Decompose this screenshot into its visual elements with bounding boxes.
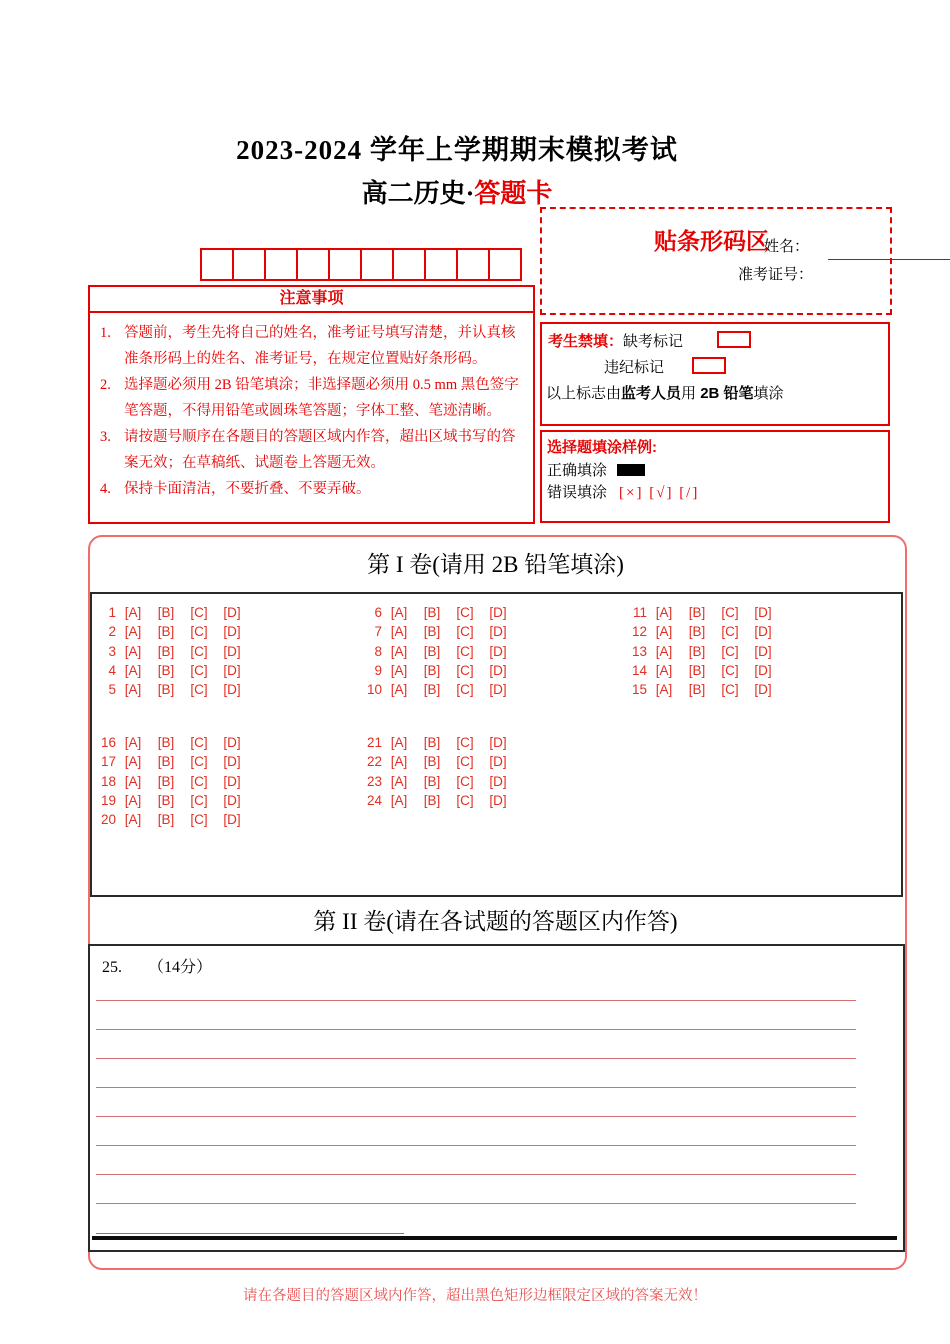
bubble-option-D[interactable]: [D] (223, 792, 241, 808)
question-number: 11 (632, 605, 647, 620)
bubble-option-C[interactable]: [C] (456, 605, 474, 620)
bubble-option-D[interactable]: [D] (754, 605, 772, 620)
bubble-option-A[interactable]: [A] (390, 754, 408, 770)
ticket-number-cell[interactable] (232, 248, 266, 281)
notice-item-number: 1. (100, 325, 111, 341)
answer-area-end-bar (92, 1236, 897, 1240)
bubble-option-C[interactable]: [C] (456, 773, 474, 789)
ticket-number-cell[interactable] (360, 248, 394, 281)
question-number: 9 (374, 662, 382, 678)
violation-mark-box[interactable] (692, 357, 726, 374)
bubble-option-A[interactable]: [A] (390, 773, 408, 789)
question-number: 14 (631, 662, 647, 678)
answer-row (364, 642, 519, 661)
question-number: 4 (108, 662, 116, 678)
bubble-option-B[interactable]: [B] (157, 754, 175, 770)
bubble-option-D[interactable]: [D] (223, 754, 241, 770)
bubble-option-C[interactable]: [C] (456, 624, 474, 640)
bubble-option-B[interactable]: [B] (423, 682, 441, 698)
question-number: 3 (108, 643, 116, 659)
answer-line[interactable] (96, 1000, 856, 1001)
barcode-area-label: 贴条形码区 (654, 228, 769, 254)
page-title: 2023-2024 学年上学期期末模拟考试 (236, 135, 678, 165)
notice-item-text: 请按题号顺序在各题目的答题区域内作答，超出区域书写的答案无效；在草稿纸、试题卷上答题无效。 (124, 429, 516, 471)
answer-row (98, 622, 253, 641)
bubble-option-D[interactable]: [D] (223, 682, 241, 698)
bubble-option-B[interactable]: [B] (157, 773, 175, 789)
bubble-option-C[interactable]: [C] (456, 792, 474, 808)
answer-line[interactable] (96, 1029, 856, 1030)
bubble-option-A[interactable]: [A] (390, 735, 408, 750)
bubble-option-A[interactable]: [A] (655, 643, 673, 659)
notice-item (100, 372, 525, 424)
bubble-option-C[interactable]: [C] (190, 662, 208, 678)
supervisor-note-part: 以上标志由 (546, 385, 622, 402)
absent-mark-box[interactable] (717, 331, 751, 348)
bubble-option-B[interactable]: [B] (423, 643, 441, 659)
bubble-option-D[interactable]: [D] (754, 643, 772, 659)
bubble-option-A[interactable]: [A] (655, 682, 673, 698)
part1-title: 第 I 卷(请用 2B 铅笔填涂) (367, 552, 624, 577)
answer-row (98, 603, 253, 622)
answer-line[interactable] (96, 1058, 856, 1059)
bubble-option-A[interactable]: [A] (655, 624, 673, 640)
question-number: 24 (366, 792, 382, 808)
answer-row (364, 603, 519, 622)
bubble-option-B[interactable]: [B] (688, 624, 706, 640)
bubble-option-C[interactable]: [C] (721, 605, 739, 620)
answer-row (364, 791, 519, 810)
bubble-option-D[interactable]: [D] (489, 662, 507, 678)
answer-row (364, 680, 519, 699)
bubble-option-B[interactable]: [B] (423, 792, 441, 808)
bubble-option-C[interactable]: [C] (190, 682, 208, 698)
bubble-option-A[interactable]: [A] (124, 754, 142, 770)
answer-row (629, 680, 784, 699)
bubble-option-D[interactable]: [D] (223, 812, 241, 828)
bubble-option-A[interactable]: [A] (390, 624, 408, 640)
bubble-option-A[interactable]: [A] (390, 605, 408, 620)
bubble-option-C[interactable]: [C] (456, 735, 474, 750)
correct-fill-label: 正确填涂 (547, 462, 608, 479)
notice-item (100, 476, 525, 502)
question-number: 21 (366, 735, 382, 750)
bubble-option-C[interactable]: [C] (190, 773, 208, 789)
subtitle-dot: · (465, 179, 475, 208)
bubble-option-C[interactable]: [C] (721, 682, 739, 698)
answer-line[interactable] (96, 1174, 856, 1175)
question-number: 15 (631, 682, 647, 698)
answer-line[interactable] (96, 1116, 856, 1117)
answer-column (364, 603, 519, 699)
notice-item-text: 保持卡面清洁，不要折叠、不要弄破。 (124, 481, 371, 497)
bubble-option-C[interactable]: [C] (456, 643, 474, 659)
bubble-option-B[interactable]: [B] (157, 682, 175, 698)
answer-column (364, 733, 519, 810)
notice-item-number: 2. (100, 377, 111, 393)
question-25-score: （14分） (148, 959, 213, 976)
question-number: 5 (108, 682, 116, 698)
bubble-option-B[interactable]: [B] (157, 624, 175, 640)
bubble-option-C[interactable]: [C] (721, 624, 739, 640)
question-number: 20 (100, 812, 116, 828)
bubble-option-D[interactable]: [D] (223, 643, 241, 659)
bubble-option-D[interactable]: [D] (754, 624, 772, 640)
bubble-option-B[interactable]: [B] (423, 773, 441, 789)
notice-item-number: 3. (100, 429, 111, 445)
answer-row (629, 642, 784, 661)
wrong-fill-label: 错误填涂 (547, 484, 608, 501)
bubble-option-D[interactable]: [D] (489, 643, 507, 659)
notice-box (88, 285, 535, 524)
bubble-option-D[interactable]: [D] (754, 682, 772, 698)
absent-mark-label: 缺考标记 (623, 333, 684, 350)
question-number: 19 (100, 792, 116, 808)
answer-row (364, 752, 519, 771)
bubble-option-D[interactable]: [D] (223, 662, 241, 678)
bubble-option-A[interactable]: [A] (655, 605, 673, 620)
bubble-option-D[interactable]: [D] (223, 605, 241, 620)
wrong-fill-row (547, 481, 699, 502)
supervisor-note (546, 382, 784, 403)
answer-row (98, 791, 253, 810)
question-number: 1 (108, 605, 116, 620)
ticket-number-cell[interactable] (328, 248, 362, 281)
wrong-fill-marks: [×] [√] [/] (619, 485, 700, 501)
bubble-option-B[interactable]: [B] (688, 662, 706, 678)
question-number: 2 (108, 624, 116, 640)
question-number: 18 (100, 773, 116, 789)
ticket-number-cell[interactable] (488, 248, 522, 281)
notice-item-text: 选择题必须用 2B 铅笔填涂；非选择题必须用 0.5 mm 黑色签字笔答题，不得用铅笔或圆珠笔答题；字体工整、笔迹清晰。 (124, 377, 519, 419)
answer-line[interactable] (96, 1087, 856, 1088)
ticket-number-grid (200, 248, 522, 281)
answer-row (98, 642, 253, 661)
bubble-option-A[interactable]: [A] (124, 812, 142, 828)
bubble-option-B[interactable]: [B] (423, 605, 441, 620)
bubble-option-C[interactable]: [C] (190, 812, 208, 828)
ticket-number-cell[interactable] (296, 248, 330, 281)
footer-warning: 请在各题目的答题区域内作答，超出黑色矩形边框限定区域的答案无效！ (243, 1288, 707, 1304)
page-subtitle (0, 173, 914, 210)
bubble-option-C[interactable]: [C] (721, 662, 739, 678)
ticket-number-cell[interactable] (264, 248, 298, 281)
subtitle-subject: 高二历史 (361, 179, 466, 208)
correct-fill-row (547, 459, 645, 480)
bubble-option-C[interactable]: [C] (190, 754, 208, 770)
forbidden-title: 考生禁填： (548, 333, 624, 350)
ticket-number-cell[interactable] (200, 248, 234, 281)
answer-column (629, 603, 784, 699)
notice-item (100, 320, 525, 372)
notice-item-text: 答题前，考生先将自己的姓名，准考证号填写清楚，并认真核准条形码上的姓名、准考证号，在规定位置贴好条形码。 (124, 325, 516, 367)
bubble-option-B[interactable]: [B] (157, 662, 175, 678)
bubble-option-D[interactable]: [D] (489, 792, 507, 808)
bubble-option-C[interactable]: [C] (190, 624, 208, 640)
bubble-option-C[interactable]: [C] (456, 754, 474, 770)
answer-row (98, 733, 253, 752)
answer-line[interactable] (96, 1145, 856, 1146)
bubble-option-B[interactable]: [B] (157, 735, 175, 750)
answer-row (98, 661, 253, 680)
absent-mark-row (548, 330, 751, 351)
bubble-option-A[interactable]: [A] (390, 682, 408, 698)
supervisor-note-part: 用 (681, 385, 701, 402)
bubble-option-A[interactable]: [A] (390, 662, 408, 678)
supervisor-note-part: 填涂 (753, 385, 784, 402)
bubble-option-C[interactable]: [C] (190, 643, 208, 659)
bubble-option-B[interactable]: [B] (688, 682, 706, 698)
bubble-option-D[interactable]: [D] (223, 624, 241, 640)
question-25-label (102, 954, 212, 977)
question-number: 8 (374, 643, 382, 659)
bubble-option-A[interactable]: [A] (124, 643, 142, 659)
notice-item-number: 4. (100, 481, 111, 497)
bubble-option-D[interactable]: [D] (489, 773, 507, 789)
ticket-number-cell[interactable] (392, 248, 426, 281)
question-number: 23 (366, 773, 382, 789)
bubble-option-A[interactable]: [A] (124, 605, 142, 620)
violation-mark-label: 违纪标记 (604, 359, 665, 376)
question-number: 7 (374, 624, 382, 640)
bubble-option-B[interactable]: [B] (423, 754, 441, 770)
bubble-option-D[interactable]: [D] (489, 735, 507, 750)
question-25-number: 25. (102, 959, 122, 976)
answer-line[interactable] (96, 1203, 856, 1204)
answer-row (629, 661, 784, 680)
answer-line-partial[interactable] (96, 1233, 404, 1234)
question-number: 16 (100, 735, 116, 750)
bubble-option-B[interactable]: [B] (157, 812, 175, 828)
bubble-option-A[interactable]: [A] (124, 682, 142, 698)
bubble-option-A[interactable]: [A] (124, 662, 142, 678)
name-input-line[interactable] (828, 259, 950, 260)
answer-column (98, 733, 253, 829)
ticket-number-label: 准考证号： (738, 267, 814, 283)
name-label: 姓名： (764, 239, 810, 255)
answer-column (98, 603, 253, 699)
bubble-option-A[interactable]: [A] (390, 792, 408, 808)
answer-row (98, 810, 253, 829)
question-number: 22 (366, 754, 382, 770)
ticket-number-cell[interactable] (424, 248, 458, 281)
bubble-option-A[interactable]: [A] (124, 773, 142, 789)
question-number: 12 (631, 624, 647, 640)
bubble-option-D[interactable]: [D] (223, 735, 241, 750)
bubble-option-B[interactable]: [B] (423, 662, 441, 678)
bubble-option-A[interactable]: [A] (124, 624, 142, 640)
bubble-option-C[interactable]: [C] (190, 735, 208, 750)
bubble-option-C[interactable]: [C] (190, 605, 208, 620)
answer-row (629, 603, 784, 622)
subtitle-card-label: 答题卡 (474, 179, 553, 208)
bubble-option-C[interactable]: [C] (721, 643, 739, 659)
question-number: 10 (366, 682, 382, 698)
ticket-number-cell[interactable] (456, 248, 490, 281)
sample-title: 选择题填涂样例: (547, 439, 657, 456)
bubble-option-B[interactable]: [B] (157, 643, 175, 659)
bubble-option-A[interactable]: [A] (124, 792, 142, 808)
multiple-choice-box (90, 592, 903, 897)
notice-title: 注意事项 (90, 287, 533, 313)
answer-row (364, 733, 519, 752)
question-number: 6 (374, 605, 382, 620)
bubble-option-D[interactable]: [D] (489, 624, 507, 640)
bubble-option-A[interactable]: [A] (390, 643, 408, 659)
bubble-option-D[interactable]: [D] (754, 662, 772, 678)
part2-title: 第 II 卷(请在各试题的答题区内作答) (313, 909, 678, 934)
bubble-option-B[interactable]: [B] (157, 605, 175, 620)
violation-mark-row (604, 356, 726, 377)
answer-row (629, 622, 784, 641)
bubble-option-B[interactable]: [B] (423, 624, 441, 640)
bubble-option-C[interactable]: [C] (456, 682, 474, 698)
bubble-option-C[interactable]: [C] (456, 662, 474, 678)
bubble-option-D[interactable]: [D] (489, 754, 507, 770)
bubble-option-D[interactable]: [D] (223, 773, 241, 789)
answer-row (98, 680, 253, 699)
bubble-option-D[interactable]: [D] (489, 605, 507, 620)
answer-row (364, 661, 519, 680)
answer-row (364, 772, 519, 791)
answer-row (364, 622, 519, 641)
question-number: 17 (100, 754, 116, 770)
bubble-option-B[interactable]: [B] (688, 605, 706, 620)
question-number: 13 (631, 643, 647, 659)
bubble-option-D[interactable]: [D] (489, 682, 507, 698)
answer-row (98, 772, 253, 791)
notice-item (100, 424, 525, 476)
bubble-option-A[interactable]: [A] (124, 735, 142, 750)
fill-sample-box (540, 430, 890, 523)
bubble-option-A[interactable]: [A] (655, 662, 673, 678)
supervisor-note-part: 监考人员 (621, 385, 682, 402)
bubble-option-B[interactable]: [B] (157, 792, 175, 808)
supervisor-note-part: 2B 铅笔 (700, 385, 754, 402)
question-25-box (88, 944, 905, 1252)
bubble-option-C[interactable]: [C] (190, 792, 208, 808)
bubble-option-B[interactable]: [B] (423, 735, 441, 750)
answer-row (98, 752, 253, 771)
correct-fill-swatch (617, 464, 645, 476)
notice-body (90, 313, 533, 502)
header (0, 128, 914, 210)
examinee-forbidden-box (540, 322, 890, 426)
bubble-option-B[interactable]: [B] (688, 643, 706, 659)
barcode-paste-area (540, 207, 892, 315)
